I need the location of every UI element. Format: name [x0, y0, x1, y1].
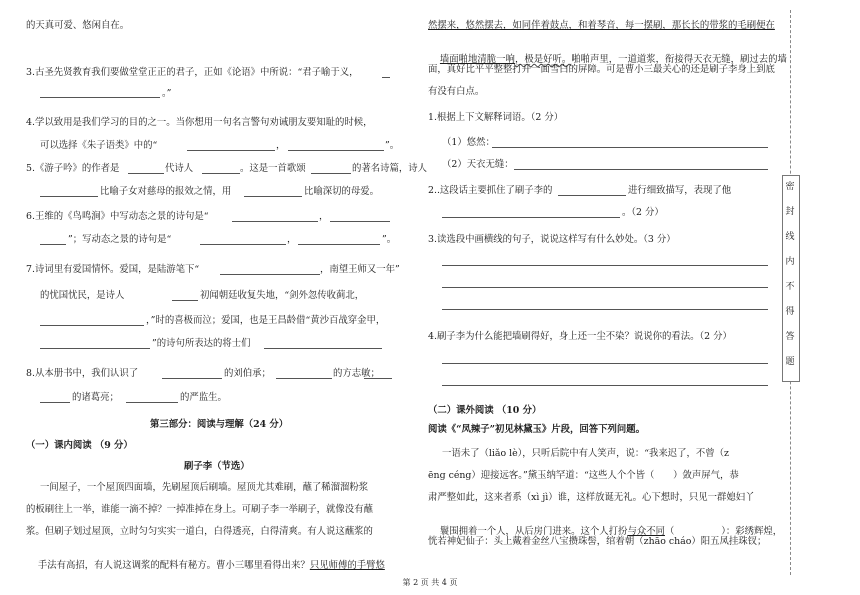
answer-line[interactable]: [442, 309, 768, 310]
text: 的诸葛亮；: [72, 392, 119, 403]
question-5: 5.《游子吟》的作者是: [26, 163, 120, 174]
answer-blank[interactable]: [288, 150, 384, 151]
part-3-heading: 第三部分：阅读与理解（24 分）: [150, 419, 289, 430]
section-2-intro: 阅读《“凤辣子”初见林黛玉》片段，回答下列问题。: [428, 424, 646, 435]
question-7-line4: ”的诗句所表达的将士们: [152, 338, 251, 349]
question-3: 3.古圣先贤教育我们要做堂堂正正的君子，正如《论语》中所说：“君子喻于义，: [26, 67, 359, 78]
underlined-phrase: 与众不同: [627, 525, 665, 537]
seal-char: 不: [785, 282, 795, 292]
text: 初闻朝廷收复失地，“剑外忽传收蓟北，: [200, 290, 365, 301]
answer-blank[interactable]: [162, 378, 222, 379]
text: 。（2 分）: [622, 207, 664, 218]
text: 的著名诗篇，诗人: [352, 163, 428, 174]
answer-blank[interactable]: [40, 244, 66, 245]
question-7: 7.诗词里有爱国情怀。爱国，是陆游笔下“: [26, 264, 200, 275]
reading-question-1b: （2）天衣无缝：: [442, 159, 514, 170]
seal-char: 内: [785, 257, 795, 267]
seal-char: 密: [785, 182, 795, 192]
reading-question-2: 2..这段话主要抓住了刷子李的: [428, 185, 553, 196]
excerpt-line: 肃严整如此，这来者系（xì jì）谁，这样放诞无礼。心下想时，只见一群媳妇丫: [428, 492, 755, 503]
answer-blank[interactable]: [202, 173, 240, 174]
answer-blank[interactable]: [126, 402, 178, 403]
answer-blank[interactable]: [382, 77, 390, 78]
question-4-line2: 可以选择《朱子语类》中的“: [40, 140, 158, 151]
underlined-sentence: 墙面啪地清脆一响: [439, 53, 515, 65]
question-3-end: 。”: [162, 88, 172, 99]
seal-char: 题: [785, 357, 795, 367]
passage-line: 有没有白点。: [428, 86, 485, 97]
text: 的严监生。: [180, 392, 227, 403]
answer-line[interactable]: [442, 363, 768, 364]
answer-line[interactable]: [514, 169, 768, 170]
reading-question-4: 4.刷子李为什么能把墙刷得好，身上还一尘不染？说说你的看法。（2 分）: [428, 331, 732, 342]
seal-char: 线: [785, 232, 795, 242]
answer-blank[interactable]: [200, 244, 286, 245]
punct: ”。: [385, 140, 400, 151]
question-7-line2: 的忧国忧民，是诗人: [40, 290, 125, 301]
text: 比喻深切的母爱。: [304, 186, 380, 197]
text-line: 的天真可爱、悠闲自在。: [26, 20, 130, 31]
passage-line: 的板刷往上一举，谁能一滴不掉？一掉准掉在身上。可刷子李一举刷子，就像没有蘸: [26, 504, 373, 515]
answer-blank[interactable]: [40, 325, 144, 326]
excerpt-text: 鬟围拥着一个人，从后房门进来。这个人打扮: [439, 525, 628, 537]
answer-blank[interactable]: [298, 244, 380, 245]
seal-char: 得: [785, 307, 795, 317]
text: 的刘伯承；: [224, 368, 271, 379]
passage-text: 手法有高招，有人说这调浆的配料有秘方。曹小三哪里看得出来？: [37, 559, 310, 571]
excerpt-text: （ ）：彩绣辉煌，: [664, 525, 783, 537]
answer-blank[interactable]: [244, 196, 302, 197]
passage-text: 啪啪声里，一道道浆，衔接得天衣无缝，刷过去的墙: [571, 53, 787, 65]
answer-blank[interactable]: [40, 402, 70, 403]
answer-blank[interactable]: [276, 378, 332, 379]
excerpt-line: 恍若神妃仙子：头上戴着金丝八宝攒珠髻，绾着朝（zhāo cháo）阳五凤挂珠钗；: [428, 536, 767, 547]
section-2-heading: （二）课外阅读 （10 分）: [428, 405, 542, 416]
punct: ”。: [382, 234, 397, 245]
underlined-sentence: 只见师傅的手臂悠: [309, 559, 385, 571]
passage-title: 刷子李（节选）: [184, 461, 250, 472]
answer-blank[interactable]: [220, 274, 320, 275]
answer-blank[interactable]: [128, 173, 164, 174]
question-6: 6.王维的《鸟鸣涧》中写动态之景的诗句是“: [26, 211, 209, 222]
answer-blank[interactable]: [40, 196, 98, 197]
question-4: 4.学以致用是我们学习的目的之一。当你想用一句名言警句劝诫朋友要知耻的时候，: [26, 117, 373, 128]
passage-line: 面，真好比平平整整打开一面雪白的屏障。可是曹小三最关心的还是刷子李身上到底: [428, 64, 775, 75]
excerpt-line: ēng céng）迎接远客。”黛玉纳罕道：“这些人个个皆（ ）敛声屏气，恭: [428, 470, 739, 481]
punct: ，: [287, 234, 297, 245]
reading-question-1: 1.根据上下文解释词语。（2 分）: [428, 112, 564, 123]
wavy-underlined-text: ，极是好听。: [514, 53, 572, 65]
text: ，南望王师又一年”: [320, 264, 400, 275]
answer-blank[interactable]: [264, 348, 382, 349]
answer-line[interactable]: [492, 147, 768, 148]
answer-blank[interactable]: [311, 173, 351, 174]
text: 进行细致描写，表现了他: [628, 185, 732, 196]
passage-line: 一间屋子，一个屋顶四面墙，先刷屋顶后刷墙。屋顶尤其难刷，蘸了稀溜溜粉浆: [40, 482, 369, 493]
question-6-line2: ”；写动态之景的诗句是“: [68, 234, 172, 245]
punct: ，: [276, 140, 286, 151]
answer-blank[interactable]: [187, 150, 275, 151]
answer-blank[interactable]: [232, 221, 318, 222]
answer-blank[interactable]: [172, 300, 198, 301]
page-footer: 第 2 页 共 4 页: [402, 578, 458, 587]
answer-blank[interactable]: [40, 348, 150, 349]
text: 的方志敏；: [333, 368, 380, 379]
passage-line-underlined: 然摆来，悠然摆去，如同伴着鼓点，和着琴音，每一摆刷，那长长的带浆的毛刷便在: [428, 20, 775, 31]
answer-blank[interactable]: [364, 378, 392, 379]
answer-blank[interactable]: [40, 97, 160, 98]
seal-char: 答: [785, 332, 795, 342]
answer-blank[interactable]: [330, 221, 390, 222]
answer-line[interactable]: [442, 385, 768, 386]
seal-char: 封: [785, 207, 795, 217]
answer-line[interactable]: [442, 265, 768, 266]
text: 比喻子女对慈母的报效之情，用: [100, 186, 232, 197]
section-1-heading: （一）课内阅读 （9 分）: [26, 440, 133, 451]
reading-question-1a: （1）悠然：: [442, 137, 495, 148]
passage-line: 浆。但刷子划过屋顶，立时匀匀实实一道白，白得透亮，白得清爽。有人说这蘸浆的: [26, 526, 373, 537]
question-8: 8.从本册书中，我们认识了: [26, 368, 139, 379]
text: 。这是一首歌颂: [240, 163, 306, 174]
excerpt-line: 一语未了（liǎo lè），只听后院中有人笑声，说：“我来迟了，不曾（z: [442, 448, 729, 459]
answer-blank[interactable]: [558, 195, 626, 196]
punct: ，: [319, 211, 329, 222]
question-7-line3: ，”时的喜极而泣；爱国，也是王昌龄借“黄沙百战穿金甲，: [146, 315, 386, 326]
answer-blank[interactable]: [442, 217, 620, 218]
text: 代诗人: [165, 163, 194, 174]
reading-question-3: 3.读选段中画横线的句子，说说这样写有什么妙处。（3 分）: [428, 234, 676, 245]
answer-line[interactable]: [442, 287, 768, 288]
